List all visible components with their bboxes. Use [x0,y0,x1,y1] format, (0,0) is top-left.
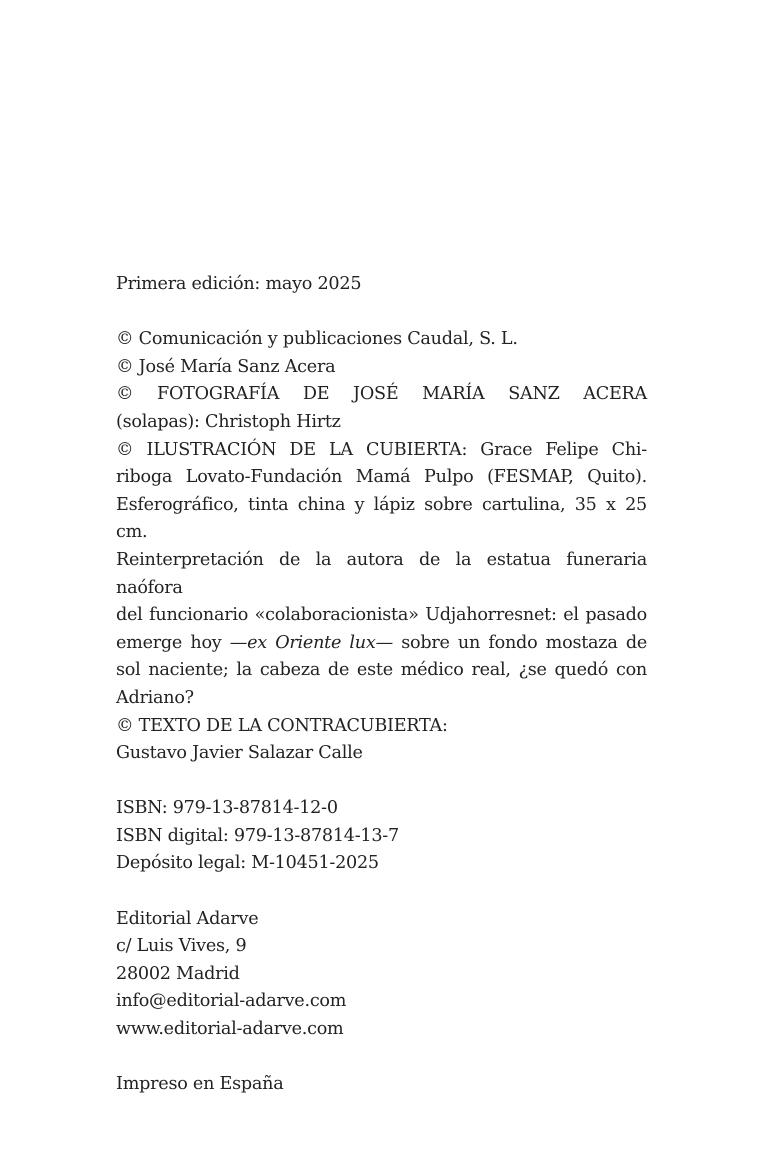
publisher-city: 28002 Madrid [116,963,240,984]
illustration-line-8: Adriano? [116,687,194,708]
spacer [116,768,647,796]
copyright-block [116,326,647,768]
legal-deposit: Depósito legal: M-10451-2025 [116,853,379,874]
illustration-line-1: © ILUSTRACIÓN DE LA CUBIERTA: Grace Felipe Chi- [116,439,647,460]
publisher-block [116,906,647,1044]
illustration-line-6-after: — sobre un fondo mostaza de [375,632,648,653]
illustration-line-3: Esferográfico, tinta china y lápiz sobre cartulina, 35 x 25 cm. [116,494,647,543]
publisher-street: c/ Luis Vives, 9 [116,936,247,957]
back-cover-text-line-2: Gustavo Javier Salazar Calle [116,743,363,764]
spacer [116,878,647,906]
printed-in: Impreso en España [116,1074,284,1095]
copyright-photo-line-2: (solapas): Christoph Hirtz [116,411,341,432]
illustration-line-5: del funcionario «colaboracionista» Udjahorresnet: el pasado [116,605,647,626]
isbn: ISBN: 979-13-87814-12-0 [116,798,338,819]
back-cover-text-line-1: © TEXTO DE LA CONTRACUBIERTA: [116,715,448,736]
illustration-line-4: Reinterpretación de la autora de la estatua funeraria naófora [116,549,647,598]
copyright-publisher: © Comunicación y publicaciones Caudal, S. L. [116,329,518,350]
latin-phrase: ex Oriente lux [247,632,376,653]
publisher-email: info@editorial-adarve.com [116,991,347,1012]
illustration-line-6 [116,630,647,658]
first-edition: Primera edición: mayo 2025 [116,274,362,294]
spacer [116,299,647,327]
copyright-page [116,271,647,1099]
illustration-line-7: sol naciente; la cabeza de este médico real, ¿se quedó con [116,660,647,681]
illustration-line-6-before: emerge hoy — [116,632,248,653]
publisher-website: www.editorial-adarve.com [116,1019,344,1040]
identifiers-block [116,795,647,878]
illustration-line-2: riboga Lovato-Fundación Mamá Pulpo (FESMAP, Quito). [116,467,647,488]
spacer [116,1044,647,1072]
publisher-name: Editorial Adarve [116,908,259,929]
copyright-author: © José María Sanz Acera [116,356,336,377]
copyright-photo-line-1: © FOTOGRAFÍA DE JOSÉ MARÍA SANZ ACERA [116,384,647,405]
isbn-digital: ISBN digital: 979-13-87814-13-7 [116,825,399,846]
